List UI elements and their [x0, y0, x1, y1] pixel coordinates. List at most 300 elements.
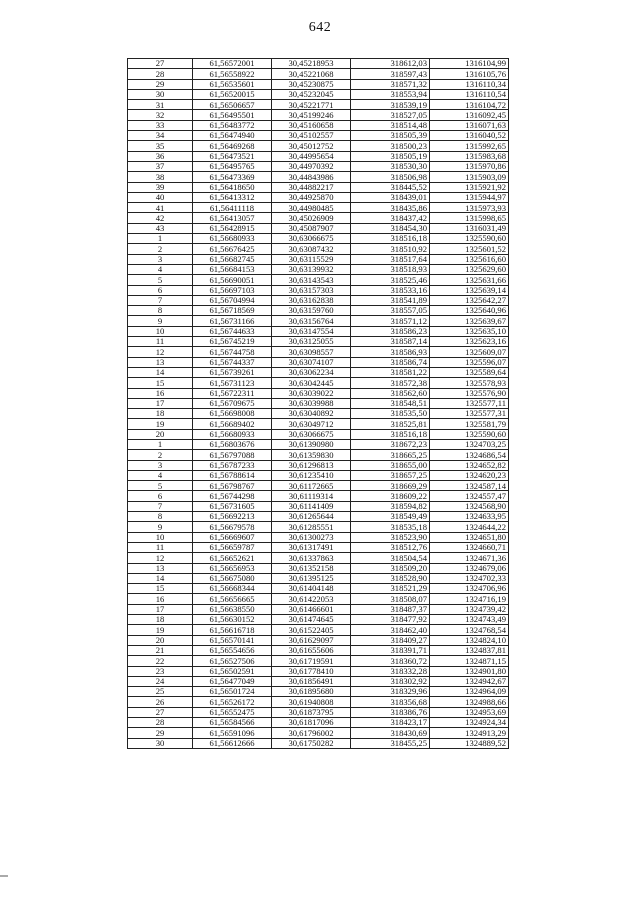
latitude-cell: 61,56474940: [193, 131, 272, 141]
table-row: [128, 460, 509, 470]
table-row: [128, 223, 509, 233]
y-coordinate-cell: 1316071,63: [430, 120, 509, 130]
table-row: [128, 192, 509, 202]
y-coordinate-cell: 1315970,86: [430, 161, 509, 171]
table-row: [128, 79, 509, 89]
table-row: [128, 625, 509, 635]
x-coordinate-cell: 318445,52: [351, 182, 430, 192]
latitude-cell: 61,56744337: [193, 357, 272, 367]
x-coordinate-cell: 318437,42: [351, 213, 430, 223]
longitude-cell: 30,61141409: [272, 501, 351, 511]
longitude-cell: 30,45221068: [272, 69, 351, 79]
x-coordinate-cell: 318356,68: [351, 697, 430, 707]
x-coordinate-cell: 318548,51: [351, 398, 430, 408]
longitude-cell: 30,45160658: [272, 120, 351, 130]
y-coordinate-cell: 1325577,11: [430, 398, 509, 408]
x-coordinate-cell: 318409,27: [351, 635, 430, 645]
latitude-cell: 61,56652621: [193, 553, 272, 563]
table-row: [128, 161, 509, 171]
table-row: [128, 666, 509, 676]
point-number-cell: 35: [128, 141, 193, 151]
latitude-cell: 61,56690051: [193, 275, 272, 285]
latitude-cell: 61,56704994: [193, 295, 272, 305]
table-row: [128, 450, 509, 460]
x-coordinate-cell: 318549,49: [351, 512, 430, 522]
point-number-cell: 23: [128, 666, 193, 676]
point-number-cell: 29: [128, 79, 193, 89]
longitude-cell: 30,63066675: [272, 429, 351, 439]
latitude-cell: 61,56501724: [193, 687, 272, 697]
table-row: [128, 100, 509, 110]
y-coordinate-cell: 1316104,99: [430, 59, 509, 69]
y-coordinate-cell: 1324620,23: [430, 470, 509, 480]
longitude-cell: 30,44882217: [272, 182, 351, 192]
x-coordinate-cell: 318594,82: [351, 501, 430, 511]
table-row: [128, 213, 509, 223]
latitude-cell: 61,56495765: [193, 161, 272, 171]
latitude-cell: 61,56680933: [193, 234, 272, 244]
longitude-cell: 30,61422053: [272, 594, 351, 604]
y-coordinate-cell: 1325590,60: [430, 234, 509, 244]
x-coordinate-cell: 318655,00: [351, 460, 430, 470]
longitude-cell: 30,45026909: [272, 213, 351, 223]
table-row: [128, 120, 509, 130]
latitude-cell: 61,56798767: [193, 481, 272, 491]
latitude-cell: 61,56692213: [193, 512, 272, 522]
point-number-cell: 16: [128, 594, 193, 604]
y-coordinate-cell: 1324686,54: [430, 450, 509, 460]
latitude-cell: 61,56788614: [193, 470, 272, 480]
table-row: [128, 316, 509, 326]
table-row: [128, 738, 509, 748]
point-number-cell: 8: [128, 306, 193, 316]
latitude-cell: 61,56731166: [193, 316, 272, 326]
x-coordinate-cell: 318525,46: [351, 275, 430, 285]
x-coordinate-cell: 318665,25: [351, 450, 430, 460]
longitude-cell: 30,45218953: [272, 59, 351, 69]
latitude-cell: 61,56630152: [193, 615, 272, 625]
table-row: [128, 615, 509, 625]
x-coordinate-cell: 318391,71: [351, 645, 430, 655]
table-row: [128, 687, 509, 697]
latitude-cell: 61,56679578: [193, 522, 272, 532]
y-coordinate-cell: 1324901,80: [430, 666, 509, 676]
longitude-cell: 30,61337863: [272, 553, 351, 563]
point-number-cell: 4: [128, 470, 193, 480]
x-coordinate-cell: 318527,05: [351, 110, 430, 120]
y-coordinate-cell: 1324633,95: [430, 512, 509, 522]
longitude-cell: 30,63049712: [272, 419, 351, 429]
longitude-cell: 30,61629097: [272, 635, 351, 645]
x-coordinate-cell: 318477,92: [351, 615, 430, 625]
x-coordinate-cell: 318435,86: [351, 203, 430, 213]
table-row: [128, 584, 509, 594]
y-coordinate-cell: 1325589,64: [430, 367, 509, 377]
longitude-cell: 30,45102557: [272, 131, 351, 141]
x-coordinate-cell: 318669,29: [351, 481, 430, 491]
point-number-cell: 18: [128, 615, 193, 625]
latitude-cell: 61,56506657: [193, 100, 272, 110]
x-coordinate-cell: 318586,23: [351, 326, 430, 336]
longitude-cell: 30,63087432: [272, 244, 351, 254]
latitude-cell: 61,56413312: [193, 192, 272, 202]
table-row: [128, 522, 509, 532]
latitude-cell: 61,56473369: [193, 172, 272, 182]
point-number-cell: 28: [128, 69, 193, 79]
point-number-cell: 3: [128, 460, 193, 470]
latitude-cell: 61,56744758: [193, 347, 272, 357]
latitude-cell: 61,56659787: [193, 542, 272, 552]
point-number-cell: 5: [128, 481, 193, 491]
y-coordinate-cell: 1325631,66: [430, 275, 509, 285]
longitude-cell: 30,61317491: [272, 542, 351, 552]
longitude-cell: 30,63143543: [272, 275, 351, 285]
y-coordinate-cell: 1324871,15: [430, 656, 509, 666]
y-coordinate-cell: 1325640,96: [430, 306, 509, 316]
latitude-cell: 61,56477049: [193, 676, 272, 686]
table-row: [128, 69, 509, 79]
longitude-cell: 30,61300273: [272, 532, 351, 542]
longitude-cell: 30,63125055: [272, 337, 351, 347]
point-number-cell: 28: [128, 718, 193, 728]
point-number-cell: 11: [128, 337, 193, 347]
point-number-cell: 42: [128, 213, 193, 223]
y-coordinate-cell: 1315998,65: [430, 213, 509, 223]
y-coordinate-cell: 1324743,49: [430, 615, 509, 625]
table-row: [128, 656, 509, 666]
latitude-cell: 61,56418650: [193, 182, 272, 192]
x-coordinate-cell: 318539,19: [351, 100, 430, 110]
longitude-cell: 30,63139932: [272, 264, 351, 274]
latitude-cell: 61,56570141: [193, 635, 272, 645]
point-number-cell: 24: [128, 676, 193, 686]
x-coordinate-cell: 318518,93: [351, 264, 430, 274]
longitude-cell: 30,44970392: [272, 161, 351, 171]
x-coordinate-cell: 318609,22: [351, 491, 430, 501]
x-coordinate-cell: 318360,72: [351, 656, 430, 666]
coordinates-table-body: [128, 59, 509, 749]
latitude-cell: 61,56552475: [193, 707, 272, 717]
point-number-cell: 5: [128, 275, 193, 285]
latitude-cell: 61,56669607: [193, 532, 272, 542]
latitude-cell: 61,56473521: [193, 151, 272, 161]
point-number-cell: 27: [128, 707, 193, 717]
longitude-cell: 30,63159760: [272, 306, 351, 316]
longitude-cell: 30,45221771: [272, 100, 351, 110]
point-number-cell: 1: [128, 234, 193, 244]
latitude-cell: 61,56502591: [193, 666, 272, 676]
table-row: [128, 512, 509, 522]
x-coordinate-cell: 318505,39: [351, 131, 430, 141]
latitude-cell: 61,56697103: [193, 285, 272, 295]
y-coordinate-cell: 1324652,82: [430, 460, 509, 470]
x-coordinate-cell: 318572,38: [351, 378, 430, 388]
table-row: [128, 388, 509, 398]
x-coordinate-cell: 318517,64: [351, 254, 430, 264]
y-coordinate-cell: 1324988,66: [430, 697, 509, 707]
longitude-cell: 30,61235410: [272, 470, 351, 480]
latitude-cell: 61,56698008: [193, 409, 272, 419]
table-row: [128, 501, 509, 511]
table-row: [128, 347, 509, 357]
longitude-cell: 30,63039988: [272, 398, 351, 408]
x-coordinate-cell: 318541,89: [351, 295, 430, 305]
table-row: [128, 254, 509, 264]
y-coordinate-cell: 1324964,09: [430, 687, 509, 697]
latitude-cell: 61,56558922: [193, 69, 272, 79]
longitude-cell: 30,45232045: [272, 89, 351, 99]
x-coordinate-cell: 318528,90: [351, 573, 430, 583]
x-coordinate-cell: 318535,18: [351, 522, 430, 532]
point-number-cell: 15: [128, 584, 193, 594]
x-coordinate-cell: 318672,23: [351, 439, 430, 449]
point-number-cell: 33: [128, 120, 193, 130]
y-coordinate-cell: 1316105,76: [430, 69, 509, 79]
x-coordinate-cell: 318514,48: [351, 120, 430, 130]
y-coordinate-cell: 1324716,19: [430, 594, 509, 604]
y-coordinate-cell: 1325639,67: [430, 316, 509, 326]
y-coordinate-cell: 1324703,25: [430, 439, 509, 449]
latitude-cell: 61,56680933: [193, 429, 272, 439]
point-number-cell: 26: [128, 697, 193, 707]
longitude-cell: 30,44980485: [272, 203, 351, 213]
x-coordinate-cell: 318535,50: [351, 409, 430, 419]
latitude-cell: 61,56731605: [193, 501, 272, 511]
x-coordinate-cell: 318332,28: [351, 666, 430, 676]
y-coordinate-cell: 1325639,14: [430, 285, 509, 295]
table-row: [128, 573, 509, 583]
point-number-cell: 13: [128, 357, 193, 367]
x-coordinate-cell: 318505,19: [351, 151, 430, 161]
longitude-cell: 30,61296813: [272, 460, 351, 470]
longitude-cell: 30,63115529: [272, 254, 351, 264]
point-number-cell: 14: [128, 573, 193, 583]
y-coordinate-cell: 1325629,60: [430, 264, 509, 274]
table-row: [128, 594, 509, 604]
latitude-cell: 61,56682745: [193, 254, 272, 264]
y-coordinate-cell: 1324644,22: [430, 522, 509, 532]
point-number-cell: 30: [128, 738, 193, 748]
y-coordinate-cell: 1315944,97: [430, 192, 509, 202]
y-coordinate-cell: 1325623,16: [430, 337, 509, 347]
y-coordinate-cell: 1324706,96: [430, 584, 509, 594]
x-coordinate-cell: 318439,01: [351, 192, 430, 202]
y-coordinate-cell: 1324739,42: [430, 604, 509, 614]
latitude-cell: 61,56675080: [193, 573, 272, 583]
x-coordinate-cell: 318487,37: [351, 604, 430, 614]
table-row: [128, 244, 509, 254]
x-coordinate-cell: 318504,54: [351, 553, 430, 563]
table-row: [128, 481, 509, 491]
latitude-cell: 61,56483772: [193, 120, 272, 130]
x-coordinate-cell: 318423,17: [351, 718, 430, 728]
longitude-cell: 30,63156764: [272, 316, 351, 326]
x-coordinate-cell: 318510,92: [351, 244, 430, 254]
longitude-cell: 30,61395125: [272, 573, 351, 583]
x-coordinate-cell: 318562,60: [351, 388, 430, 398]
y-coordinate-cell: 1325590,60: [430, 429, 509, 439]
y-coordinate-cell: 1315973,93: [430, 203, 509, 213]
latitude-cell: 61,56616718: [193, 625, 272, 635]
y-coordinate-cell: 1316104,72: [430, 100, 509, 110]
table-row: [128, 409, 509, 419]
point-number-cell: 8: [128, 512, 193, 522]
point-number-cell: 30: [128, 89, 193, 99]
x-coordinate-cell: 318516,18: [351, 429, 430, 439]
y-coordinate-cell: 1325578,93: [430, 378, 509, 388]
point-number-cell: 15: [128, 378, 193, 388]
latitude-cell: 61,56745219: [193, 337, 272, 347]
point-number-cell: 2: [128, 244, 193, 254]
point-number-cell: 6: [128, 285, 193, 295]
table-row: [128, 285, 509, 295]
y-coordinate-cell: 1325596,07: [430, 357, 509, 367]
point-number-cell: 20: [128, 635, 193, 645]
point-number-cell: 29: [128, 728, 193, 738]
longitude-cell: 30,61750282: [272, 738, 351, 748]
longitude-cell: 30,45012752: [272, 141, 351, 151]
x-coordinate-cell: 318430,69: [351, 728, 430, 738]
longitude-cell: 30,61285551: [272, 522, 351, 532]
longitude-cell: 30,61856491: [272, 676, 351, 686]
x-coordinate-cell: 318500,23: [351, 141, 430, 151]
y-coordinate-cell: 1324702,33: [430, 573, 509, 583]
table-row: [128, 398, 509, 408]
latitude-cell: 61,56709675: [193, 398, 272, 408]
y-coordinate-cell: 1324837,81: [430, 645, 509, 655]
y-coordinate-cell: 1316031,49: [430, 223, 509, 233]
longitude-cell: 30,63162838: [272, 295, 351, 305]
longitude-cell: 30,61119314: [272, 491, 351, 501]
x-coordinate-cell: 318571,32: [351, 79, 430, 89]
longitude-cell: 30,45087907: [272, 223, 351, 233]
table-row: [128, 295, 509, 305]
table-row: [128, 357, 509, 367]
table-row: [128, 203, 509, 213]
table-row: [128, 718, 509, 728]
x-coordinate-cell: 318553,94: [351, 89, 430, 99]
point-number-cell: 40: [128, 192, 193, 202]
latitude-cell: 61,56797088: [193, 450, 272, 460]
point-number-cell: 20: [128, 429, 193, 439]
longitude-cell: 30,63157303: [272, 285, 351, 295]
longitude-cell: 30,61778410: [272, 666, 351, 676]
y-coordinate-cell: 1324679,06: [430, 563, 509, 573]
longitude-cell: 30,61940808: [272, 697, 351, 707]
latitude-cell: 61,56656665: [193, 594, 272, 604]
point-number-cell: 9: [128, 316, 193, 326]
table-row: [128, 326, 509, 336]
y-coordinate-cell: 1316092,45: [430, 110, 509, 120]
latitude-cell: 61,56668344: [193, 584, 272, 594]
y-coordinate-cell: 1325642,27: [430, 295, 509, 305]
y-coordinate-cell: 1316040,52: [430, 131, 509, 141]
x-coordinate-cell: 318521,29: [351, 584, 430, 594]
point-number-cell: 2: [128, 450, 193, 460]
table-row: [128, 172, 509, 182]
x-coordinate-cell: 318462,40: [351, 625, 430, 635]
latitude-cell: 61,56684153: [193, 264, 272, 274]
table-row: [128, 234, 509, 244]
table-row: [128, 728, 509, 738]
point-number-cell: 1: [128, 439, 193, 449]
point-number-cell: 19: [128, 419, 193, 429]
point-number-cell: 37: [128, 161, 193, 171]
longitude-cell: 30,63066675: [272, 234, 351, 244]
point-number-cell: 6: [128, 491, 193, 501]
longitude-cell: 30,61466601: [272, 604, 351, 614]
point-number-cell: 4: [128, 264, 193, 274]
y-coordinate-cell: 1315921,92: [430, 182, 509, 192]
table-row: [128, 491, 509, 501]
point-number-cell: 36: [128, 151, 193, 161]
y-coordinate-cell: 1324660,71: [430, 542, 509, 552]
y-coordinate-cell: 1324824,10: [430, 635, 509, 645]
latitude-cell: 61,56803676: [193, 439, 272, 449]
table-row: [128, 439, 509, 449]
x-coordinate-cell: 318571,12: [351, 316, 430, 326]
table-row: [128, 110, 509, 120]
y-coordinate-cell: 1324889,52: [430, 738, 509, 748]
longitude-cell: 30,63147554: [272, 326, 351, 336]
x-coordinate-cell: 318386,76: [351, 707, 430, 717]
y-coordinate-cell: 1316110,54: [430, 89, 509, 99]
table-row: [128, 337, 509, 347]
y-coordinate-cell: 1324587,14: [430, 481, 509, 491]
point-number-cell: 43: [128, 223, 193, 233]
x-coordinate-cell: 318657,25: [351, 470, 430, 480]
longitude-cell: 30,63074107: [272, 357, 351, 367]
longitude-cell: 30,61895680: [272, 687, 351, 697]
longitude-cell: 30,61172665: [272, 481, 351, 491]
scan-edge-mark: [0, 875, 8, 877]
point-number-cell: 9: [128, 522, 193, 532]
x-coordinate-cell: 318530,30: [351, 161, 430, 171]
latitude-cell: 61,56554656: [193, 645, 272, 655]
point-number-cell: 10: [128, 532, 193, 542]
y-coordinate-cell: 1316110,34: [430, 79, 509, 89]
point-number-cell: 39: [128, 182, 193, 192]
y-coordinate-cell: 1325601,52: [430, 244, 509, 254]
longitude-cell: 30,63042445: [272, 378, 351, 388]
table-row: [128, 275, 509, 285]
point-number-cell: 14: [128, 367, 193, 377]
x-coordinate-cell: 318506,98: [351, 172, 430, 182]
point-number-cell: 10: [128, 326, 193, 336]
y-coordinate-cell: 1324568,90: [430, 501, 509, 511]
x-coordinate-cell: 318302,92: [351, 676, 430, 686]
y-coordinate-cell: 1325581,79: [430, 419, 509, 429]
point-number-cell: 31: [128, 100, 193, 110]
longitude-cell: 30,44843986: [272, 172, 351, 182]
y-coordinate-cell: 1324651,80: [430, 532, 509, 542]
longitude-cell: 30,61390980: [272, 439, 351, 449]
page-number: 642: [308, 20, 332, 35]
longitude-cell: 30,61352158: [272, 563, 351, 573]
point-number-cell: 21: [128, 645, 193, 655]
latitude-cell: 61,56520015: [193, 89, 272, 99]
latitude-cell: 61,56739261: [193, 367, 272, 377]
latitude-cell: 61,56731123: [193, 378, 272, 388]
longitude-cell: 30,63040892: [272, 409, 351, 419]
point-number-cell: 32: [128, 110, 193, 120]
point-number-cell: 7: [128, 295, 193, 305]
y-coordinate-cell: 1325616,60: [430, 254, 509, 264]
longitude-cell: 30,61655606: [272, 645, 351, 655]
point-number-cell: 13: [128, 563, 193, 573]
table-row: [128, 676, 509, 686]
point-number-cell: 25: [128, 687, 193, 697]
